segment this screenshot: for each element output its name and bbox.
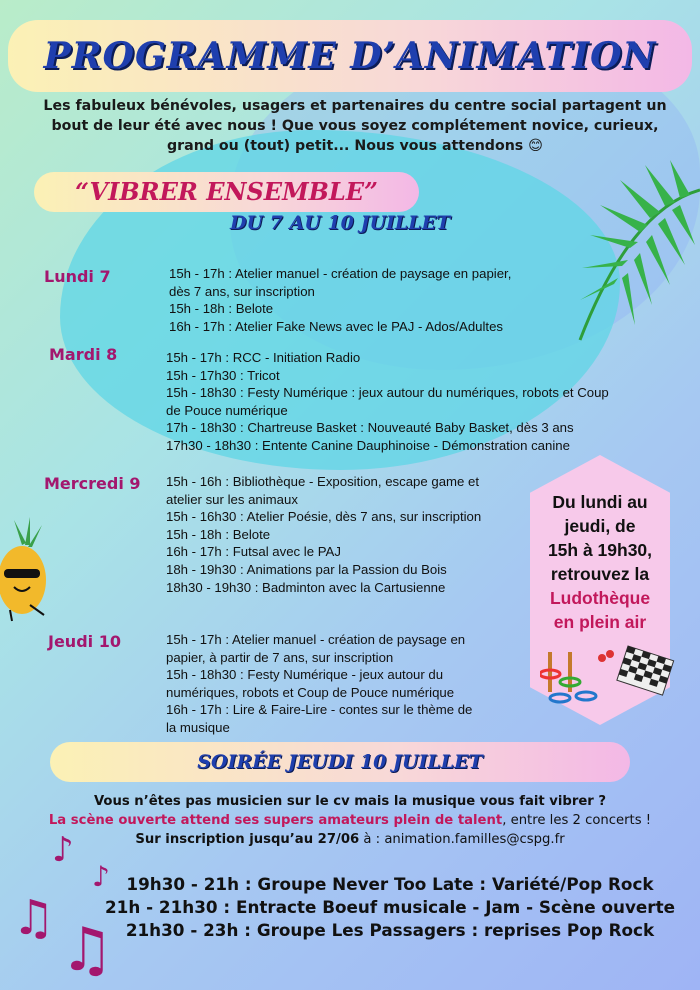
games-icon: [540, 638, 685, 710]
ludotheque-line: Ludothèque: [549, 588, 651, 608]
activity-line: 17h - 18h30 : Chartreuse Basket : Nouveauté Baby Basket, dès 3 ans: [166, 420, 574, 436]
ludotheque-text: [533, 490, 667, 634]
activity-line: papier, à partir de 7 ans, sur inscription: [166, 649, 394, 665]
soiree-title: SOIRÉE JEUDI 10 JUILLET: [197, 751, 483, 773]
intro-line: bout de leur été avec nous ! Que vous soyez complétement novice, curieux,: [51, 118, 659, 134]
activities-mardi: [166, 349, 609, 455]
page-title: PROGRAMME D’ANIMATION: [43, 35, 657, 77]
ludotheque-line: Du lundi au: [552, 492, 648, 512]
activity-line: 15h - 16h30 : Atelier Poésie, dès 7 ans, sur inscription: [166, 509, 482, 525]
intro-text: [40, 96, 670, 156]
concert-line: 21h30 - 23h : Groupe Les Passagers : reprises Pop Rock: [125, 920, 655, 940]
activity-line: 17h30 - 18h30 : Entente Canine Dauphinoise - Démonstration canine: [166, 437, 570, 453]
day-label-jeudi: Jeudi 10: [48, 632, 121, 651]
activity-line: 15h - 18h : Belote: [169, 301, 274, 317]
concert-line: 19h30 - 21h : Groupe Never Too Late : Variété/Pop Rock: [126, 874, 654, 894]
event-title: “VIBRER ENSEMBLE”: [75, 177, 378, 206]
activity-line: dès 7 ans, sur inscription: [169, 283, 315, 299]
soiree-banner: [50, 742, 630, 782]
palm-leaf-icon: [520, 150, 700, 350]
activity-line: 15h - 18h30 : Festy Numérique : jeux autour du numériques, robots et Coup: [166, 385, 609, 401]
intro-line: Les fabuleux bénévoles, usagers et partenaires du centre social partagent un: [43, 98, 667, 114]
ludotheque-line: 15h à 19h30,: [547, 540, 653, 560]
day-label-mercredi: Mercredi 9: [44, 474, 141, 493]
event-dates: DU 7 AU 10 JUILLET: [230, 212, 451, 234]
activities-jeudi: [166, 631, 472, 737]
concerts-list: [90, 873, 690, 942]
music-note-icon: ♫: [60, 915, 114, 985]
day-label-mardi: Mardi 8: [49, 345, 118, 364]
event-title-banner: [34, 172, 419, 212]
music-note-icon: ♫: [12, 890, 56, 946]
activity-line: 16h - 17h : Lire & Faire-Lire - contes sur le thème de: [166, 702, 473, 718]
activity-line: 15h - 18h : Belote: [166, 526, 271, 542]
concert-line: 21h - 21h30 : Entracte Boeuf musicale - Jam - Scène ouverte: [104, 897, 675, 917]
activity-line: 18h30 - 19h30 : Badminton avec la Cartusienne: [166, 579, 446, 595]
activity-line: 18h - 19h30 : Animations par la Passion du Bois: [166, 561, 447, 577]
activity-line: 15h - 17h : Atelier manuel - création de paysage en: [166, 632, 466, 647]
music-note-icon: ♪: [52, 830, 74, 870]
activity-line: 15h - 17h30 : Tricot: [166, 367, 280, 383]
ludotheque-line: en plein air: [553, 612, 647, 632]
activities-lundi: [169, 265, 511, 335]
day-label-lundi: Lundi 7: [44, 267, 111, 286]
soiree-line: Sur inscription jusqu’au 27/06 à : animation.familles@cspg.fr: [135, 832, 565, 847]
ludotheque-line: retrouvez la: [550, 564, 650, 584]
ludotheque-line: jeudi, de: [564, 516, 636, 536]
activities-mercredi: [166, 473, 481, 596]
soiree-text: [20, 792, 680, 849]
pineapple-icon: [0, 515, 50, 625]
activity-line: numériques, robots et Coup de Pouce numérique: [166, 684, 455, 700]
activity-line: 15h - 16h : Bibliothèque - Exposition, escape game et: [166, 474, 480, 489]
activity-line: de Pouce numérique: [166, 402, 288, 418]
intro-line: grand ou (tout) petit... Nous vous attendons 😊: [167, 138, 543, 154]
soiree-line: Vous n’êtes pas musicien sur le cv mais la musique vous fait vibrer ?: [93, 794, 607, 809]
activity-line: 15h - 17h : Atelier manuel - création de paysage en papier,: [169, 266, 512, 281]
activity-line: atelier sur les animaux: [166, 491, 298, 507]
activity-line: 16h - 17h : Atelier Fake News avec le PAJ - Ados/Adultes: [169, 318, 504, 334]
activity-line: 16h - 17h : Futsal avec le PAJ: [166, 544, 341, 560]
activity-line: 15h - 17h : RCC - Initiation Radio: [166, 350, 361, 365]
soiree-line: La scène ouverte attend ses supers amateurs plein de talent, entre les 2 concerts !: [48, 813, 652, 828]
activity-line: la musique: [166, 719, 230, 735]
activity-line: 15h - 18h30 : Festy Numérique - jeux autour du: [166, 667, 444, 683]
title-banner: [8, 20, 692, 92]
music-note-icon: ♪: [92, 860, 110, 893]
